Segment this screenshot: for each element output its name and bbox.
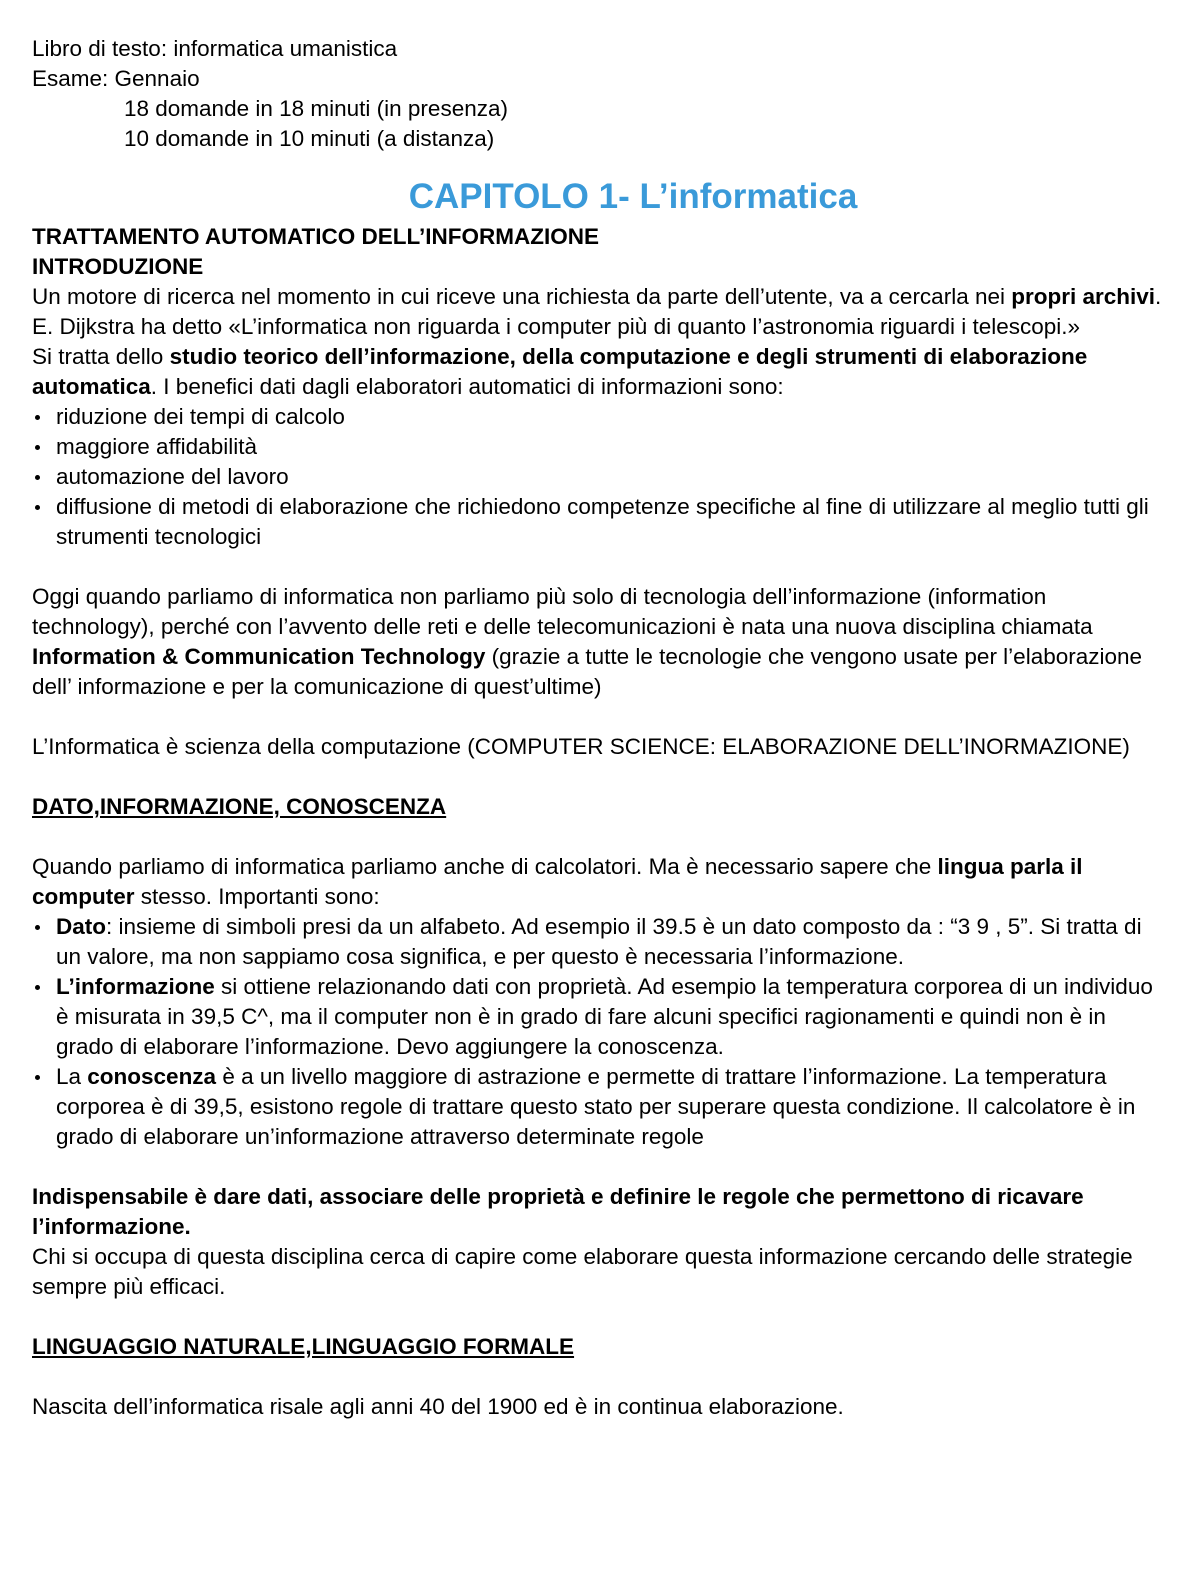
list-item: diffusione di metodi di elaborazione che richiedono competenze specifiche al fine di utilizzare al meglio tutti gli strumenti tecnologici — [32, 492, 1168, 552]
exam-line: Esame: Gennaio — [32, 66, 200, 91]
bold-statement: Indispensabile è dare dati, associare delle proprietà e definire le regole che permettono di ricavare l’informazione. — [32, 1184, 1084, 1239]
list-item: riduzione dei tempi di calcolo — [32, 402, 1168, 432]
paragraph-nascita: Nascita dell’informatica risale agli anni 40 del 1900 ed è in continua elaborazione. — [32, 1394, 844, 1419]
textbook-line: Libro di testo: informatica umanistica — [32, 36, 398, 61]
benefits-list — [32, 402, 1168, 552]
paragraph-dijkstra-quote: E. Dijkstra ha detto «L’informatica non riguarda i computer più di quanto l’astronomia riguardi i telescopi.» — [32, 314, 1081, 339]
paragraph-strategies: Chi si occupa di questa disciplina cerca di capire come elaborare questa informazione cercando delle strategie sempre più efficaci. — [32, 1244, 1133, 1299]
subheading-introduzione: INTRODUZIONE — [32, 254, 204, 279]
paragraph-search-engine: Un motore di ricerca nel momento in cui riceve una richiesta da parte dell’utente, va a cercarla nei propri archivi. — [32, 284, 1162, 309]
paragraph-computer-science: L’Informatica è scienza della computazione (COMPUTER SCIENCE: ELABORAZIONE DELL’INORMAZIONE) — [32, 734, 1130, 759]
paragraph-calcolatori: Quando parliamo di informatica parliamo anche di calcolatori. Ma è necessario sapere che lingua parla il computer stesso. Importanti sono: — [32, 854, 1083, 909]
section-heading-dato: DATO,INFORMAZIONE, CONOSCENZA — [32, 794, 447, 819]
exam-detail-in-person: 18 domande in 18 minuti (in presenza) — [124, 96, 508, 121]
section-heading-trattamento: TRATTAMENTO AUTOMATICO DELL’INFORMAZIONE — [32, 224, 600, 249]
list-item-dato: Dato: insieme di simboli presi da un alfabeto. Ad esempio il 39.5 è un dato composto da : “3 9 , 5”. Si tratta di un valore, ma non sappiamo cosa significa, e per questo è necessaria l’informazione. — [32, 912, 1168, 972]
paragraph-definition: Si tratta dello studio teorico dell’informazione, della computazione e degli strumenti di elaborazione automatica. I benefici dati dagli elaboratori automatici di informazioni sono: — [32, 344, 1088, 399]
list-item: maggiore affidabilità — [32, 432, 1168, 462]
section-heading-linguaggio: LINGUAGGIO NATURALE,LINGUAGGIO FORMALE — [32, 1334, 575, 1359]
chapter-title: CAPITOLO 1- L’informatica — [408, 177, 858, 216]
list-item-conoscenza: La conoscenza è a un livello maggiore di astrazione e permette di trattare l’informazione. La temperatura corporea è di 39,5, esistono regole di trattare questo stato per superare questa condizione. Il calcolatore è in grado di elaborare un’informazione attraverso determinate regole — [32, 1062, 1168, 1152]
concepts-list — [32, 912, 1168, 1152]
exam-detail-remote: 10 domande in 10 minuti (a distanza) — [124, 126, 495, 151]
list-item: automazione del lavoro — [32, 462, 1168, 492]
paragraph-ict: Oggi quando parliamo di informatica non parliamo più solo di tecnologia dell’informazione (information technology), perché con l’avvento delle reti e delle telecomunicazioni è nata una nuova disciplina chiamata Information & Communication Technology (grazie a tutte le tecnologie che vengono usate per l’elaborazione dell’ informazione e per la comunicazione di quest’ultime) — [32, 584, 1143, 699]
list-item-informazione: L’informazione si ottiene relazionando dati con proprietà. Ad esempio la temperatura corporea di un individuo è misurata in 39,5 C^, ma il computer non è in grado di fare alcuni specifici ragionamenti e quindi non è in grado di elaborare l’informazione. Devo aggiungere la conoscenza. — [32, 972, 1168, 1062]
